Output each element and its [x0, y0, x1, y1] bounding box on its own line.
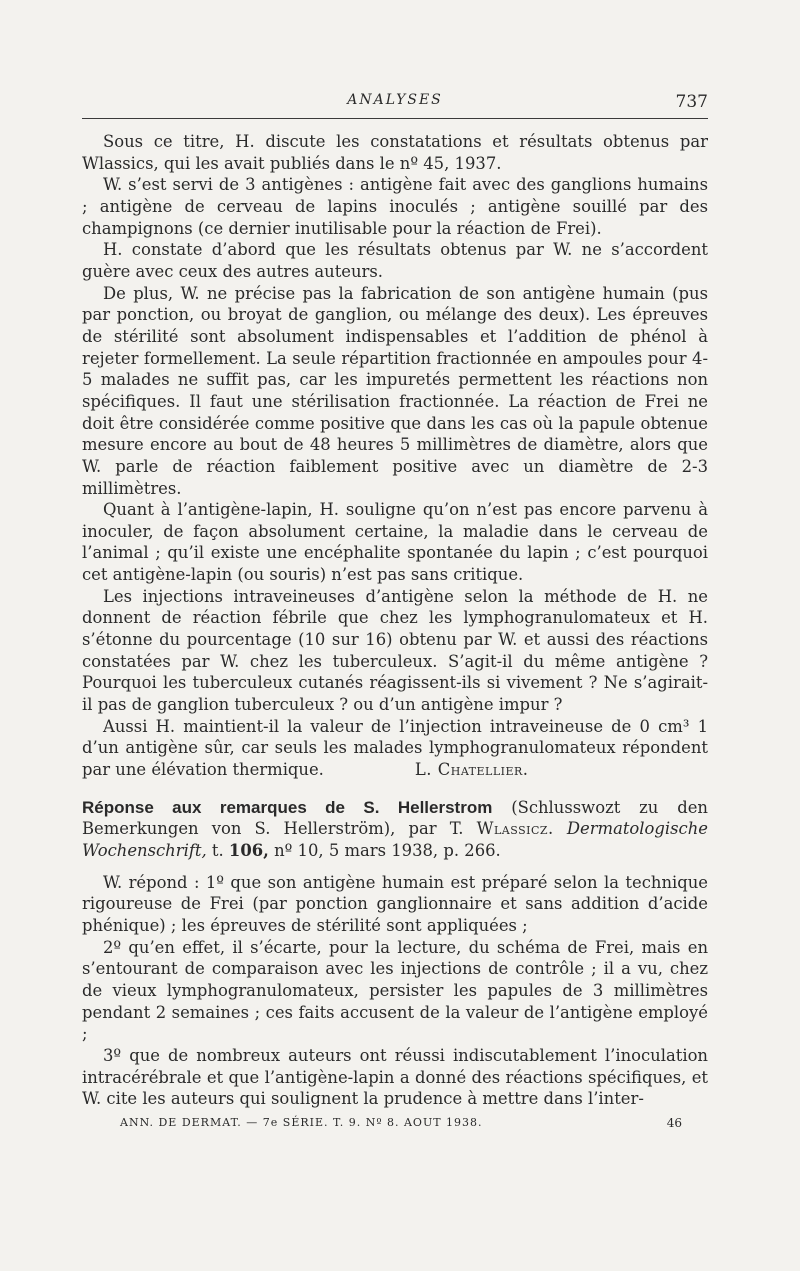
reference-text: nº 10, 5 mars 1938, p. 266.: [274, 841, 501, 860]
paragraph-text: Aussi H. maintient-il la valeur de l’injection intraveineuse de 0 cm³ 1 d’un antigène sûr, car seuls les malades lymphogranulomateux répondent par une élévation thermique.: [82, 716, 708, 780]
paragraph: Les injections intraveineuses d’antigène selon la méthode de H. ne donnent de réaction fébrile que chez les lymphogranulomateux et H. s’étonne du pourcentage (10 sur 16) obtenu par W. et aussi des réactions constatées par W. chez les tuberculeux. S’agit-il du même antigène ? Pourquoi les tuberculeux cutanés réagissent-ils si vivement ? Ne s’agirait-il pas de ganglion tuberculeux ? ou d’un antigène impur ?: [82, 586, 708, 715]
reference-text: t.: [211, 841, 224, 860]
paragraph: W. s’est servi de 3 antigènes : antigène fait avec des ganglions humains ; antigène de cerveau de lapins inoculés ; antigène souillé par des champignons (ce dernier inutilisable pour la réaction de Frei).: [82, 175, 708, 238]
journal-name: Dermatologische Wochenschrift,: [82, 819, 708, 860]
signature-folio: 46: [666, 1115, 682, 1130]
reference-text: (Schlusswozt zu den Bemerkungen von S. Hellerström), par T.: [82, 797, 708, 839]
analysis-body: [82, 131, 708, 781]
running-head: [82, 88, 708, 119]
response-body: [82, 872, 708, 1110]
paragraph: W. répond : 1º que son antigène humain est préparé selon la technique rigoureuse de Frei (par ponction ganglionnaire et sans addition d’acide phénique) ; les épreuves de stérilité sont appliquées ;: [82, 872, 708, 935]
author-signature: L. Chatellier.: [414, 760, 529, 780]
document-page: [82, 88, 708, 1132]
reference-author: Wlassicz.: [476, 819, 554, 839]
paragraph: 2º qu’en effet, il s’écarte, pour la lecture, du schéma de Frei, mais en s’entourant de comparaison avec les injections de contrôle ; il a vu, chez de vieux lymphogranulomateux, persister les papules de 3 millimètres pendant 2 semaines ; ces faits accusent de la valeur de l’antigène employé ;: [82, 937, 708, 1044]
paragraph: H. constate d’abord que les résultats obtenus par W. ne s’accordent guère avec ceux des autres auteurs.: [82, 240, 708, 281]
paragraph-with-signature: [82, 716, 708, 781]
article-title: Réponse aux remarques de S. Hellerstrom: [82, 797, 493, 817]
paragraph: Quant à l’antigène-lapin, H. souligne qu’on n’est pas encore parvenu à inoculer, de façon absolument certaine, la maladie dans le cerveau de l’animal ; qu’il existe une encéphalite spontanée du lapin ; c’est pourquoi cet antigène-lapin (ou souris) n’est pas sans critique.: [82, 500, 708, 585]
page-footer: [82, 1116, 708, 1132]
section-heading: [82, 797, 708, 862]
volume-number: 106,: [228, 841, 269, 860]
paragraph: 3º que de nombreux auteurs ont réussi indiscutablement l’inoculation intracérébrale et que l’antigène-lapin a donné des réactions spécifiques, et W. cite les auteurs qui soulignent la prudence à mettre dans l’inter-: [82, 1045, 708, 1109]
paragraph: De plus, W. ne précise pas la fabrication de son antigène humain (pus par ponction, ou broyat de ganglion, ou mélange des deux). Les épreuves de stérilité sont absolument indispensables et l’addition de phénol à rejeter formellement. La seule répartition fractionnée en ampoules pour 4-5 malades ne suffit pas, car les impuretés permettent les réactions non spécifiques. Il faut une stérilisation fractionnée. La réaction de Frei ne doit être considérée comme positive que dans les cas où la papule obtenue mesure encore au bout de 48 heures 5 millimètres de diamètre, alors que W. parle de réaction faiblement positive avec un diamètre de 2-3 millimètres.: [82, 283, 708, 498]
page-number: 737: [675, 92, 708, 112]
running-head-title: ANALYSES: [347, 92, 443, 108]
paragraph: Sous ce titre, H. discute les constatations et résultats obtenus par Wlassics, qui les avait publiés dans le nº 45, 1937.: [82, 132, 708, 173]
journal-citation: ANN. DE DERMAT. — 7e SÉRIE. T. 9. Nº 8. AOUT 1938.: [120, 1115, 483, 1129]
